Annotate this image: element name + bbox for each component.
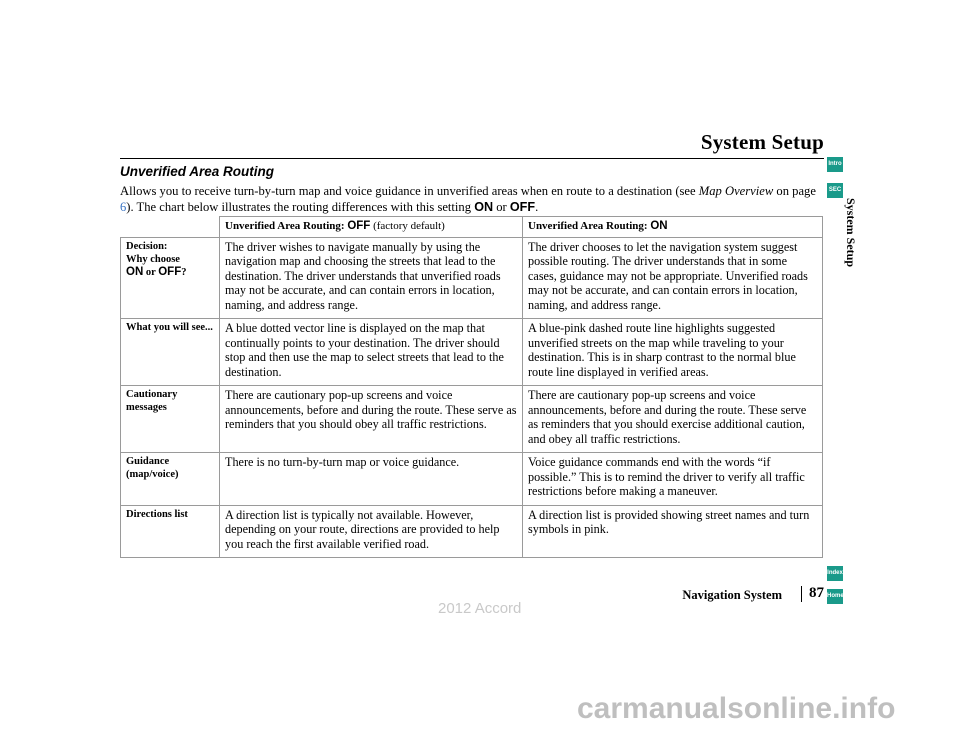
- intro-paragraph: [120, 183, 828, 215]
- header-on: [523, 217, 823, 238]
- intro-or: or: [493, 200, 510, 214]
- intro-text-2: on page: [773, 184, 816, 198]
- decision-question-mark: ?: [181, 266, 187, 278]
- on-setting: ON: [474, 200, 494, 214]
- section-heading: Unverified Area Routing: [120, 164, 275, 179]
- row-label: Guidance (map/voice): [121, 453, 220, 506]
- cell-on: Voice guidance commands end with the words “if possible.” This is to remind the driver to verify all traffic restrictions before making a maneuver.: [523, 453, 823, 506]
- decision-on: ON: [126, 265, 144, 278]
- table-row: [121, 237, 823, 319]
- intro-text-3: ). The chart below illustrates the routing differences with this setting: [126, 200, 475, 214]
- cell-off: A direction list is typically not available. However, depending on your route, directions are provided to help you reach the first available verified road.: [220, 505, 523, 558]
- model-name: 2012 Accord: [438, 600, 522, 617]
- decision-or: or: [143, 266, 159, 278]
- intro-reference: Map Overview: [698, 184, 774, 198]
- cell-on: A direction list is provided showing street names and turn symbols in pink.: [523, 505, 823, 558]
- cell-off: There are cautionary pop-up screens and voice announcements, before and during the route. These serve as reminders that you should obey all traffic restrictions.: [220, 386, 523, 453]
- page-link[interactable]: 6: [120, 200, 127, 214]
- footer-divider: [801, 586, 802, 602]
- table-row: [121, 386, 823, 453]
- cell-off: There is no turn-by-turn map or voice guidance.: [220, 453, 523, 506]
- page-number: 87: [809, 585, 824, 601]
- sidebar-section-title: System Setup: [844, 198, 858, 268]
- table-row: [121, 319, 823, 386]
- title-rule: [120, 158, 824, 159]
- sec-button[interactable]: SEC: [827, 183, 843, 198]
- table-row: [121, 505, 823, 558]
- footer-label: Navigation System: [682, 588, 782, 602]
- cell-on: The driver chooses to let the navigation system suggest possible routing. The driver understands that in some cases, guidance may not be appropriate. Unverified roads may not be accurate, and can contain errors in location, naming, and address range.: [523, 237, 823, 319]
- table-header-row: [121, 217, 823, 238]
- row-label-decision: [121, 237, 220, 319]
- intro-end: .: [535, 200, 539, 214]
- row-label: Cautionary messages: [121, 386, 220, 453]
- header-on-value: ON: [650, 220, 668, 232]
- decision-label-line2: Why choose: [126, 253, 180, 265]
- table-row: [121, 453, 823, 506]
- header-on-prefix: Unverified Area Routing:: [528, 220, 651, 232]
- header-blank-cell: [121, 217, 220, 238]
- cell-on: A blue-pink dashed route line highlights suggested unverified streets on the map while traveling to your destination. This is in sharp contrast to the normal blue route line displayed in verified areas.: [523, 319, 823, 386]
- home-button[interactable]: Home: [827, 589, 843, 604]
- index-button[interactable]: Index: [827, 566, 843, 581]
- header-off-value: OFF: [347, 220, 371, 232]
- intro-text-1: Allows you to receive turn-by-turn map and voice guidance in unverified areas when en route to a destination (see: [120, 184, 699, 198]
- intro-button[interactable]: Intro: [827, 157, 843, 172]
- decision-label-line1: Decision:: [126, 240, 168, 252]
- header-off-suffix: (factory default): [370, 220, 445, 232]
- header-off-prefix: Unverified Area Routing:: [225, 220, 348, 232]
- cell-off: The driver wishes to navigate manually by using the navigation map and choosing the streets that lead to the destination. The driver understands that unverified roads may not be accurate, and can contain errors in location, naming, and address range.: [220, 237, 523, 319]
- header-off: [220, 217, 523, 238]
- row-label: What you will see...: [121, 319, 220, 386]
- cell-off: A blue dotted vector line is displayed on the map that continually points to your destination. The driver should stop and then use the map to select streets that lead to the destination.: [220, 319, 523, 386]
- watermark: carmanualsonline.info: [577, 692, 896, 725]
- decision-off: OFF: [158, 265, 182, 278]
- row-label: Directions list: [121, 505, 220, 558]
- routing-comparison-table: [120, 216, 823, 558]
- cell-on: There are cautionary pop-up screens and voice announcements, before and during the route. These serve as reminders that you should exercise additional caution, and obey all traffic restrictions.: [523, 386, 823, 453]
- off-setting: OFF: [509, 200, 536, 214]
- page-title: System Setup: [700, 130, 824, 154]
